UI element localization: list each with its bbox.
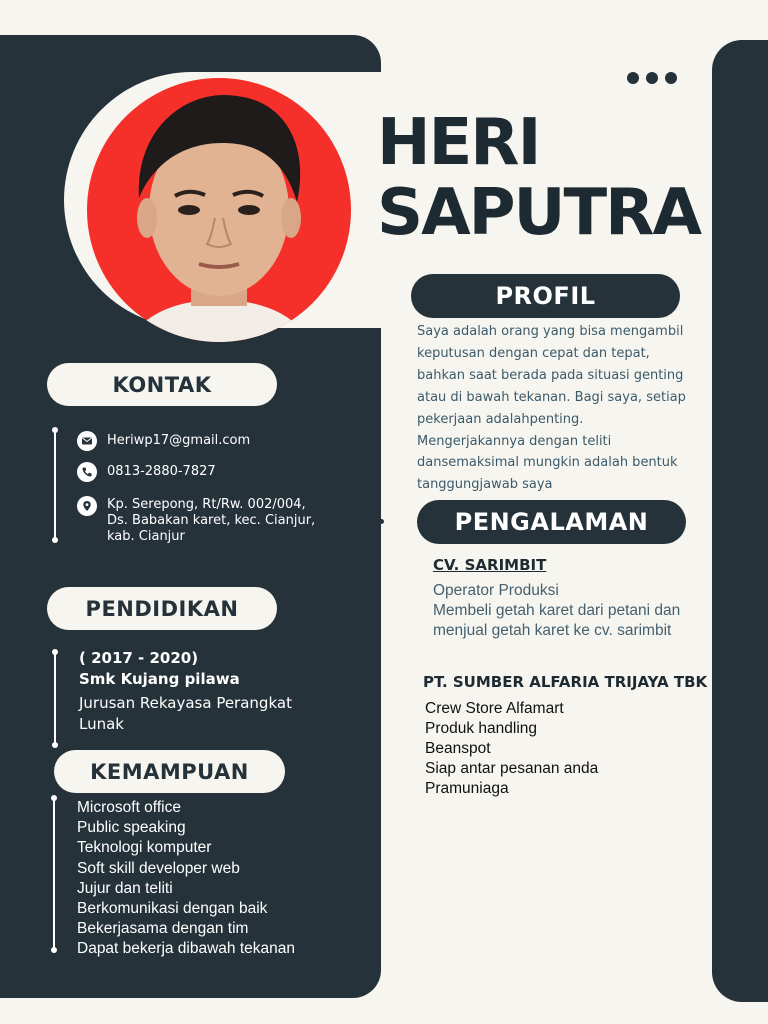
list-item: Public speaking (77, 819, 186, 837)
education-major: Jurusan Rekayasa Perangkat Lunak (79, 694, 292, 733)
experience-role-1: Operator Produksi (433, 582, 559, 599)
pengalaman-heading: PENGALAMAN (417, 500, 686, 544)
experience-details-1 (433, 581, 703, 641)
name-first: HERI (377, 106, 540, 180)
right-decorative-bar (712, 40, 768, 1002)
phone-icon (77, 462, 97, 482)
list-item: Teknologi komputer (77, 839, 212, 857)
contact-timeline (54, 430, 56, 540)
contact-email (77, 431, 250, 451)
education-school: Smk Kujang pilawa (79, 670, 240, 688)
experience-items-2 (425, 699, 598, 799)
education-years: ( 2017 - 2020) (79, 649, 199, 667)
skills-list (77, 798, 295, 960)
education-timeline (54, 652, 56, 745)
email-text: Heriwp17@gmail.com (107, 433, 251, 448)
candidate-name (377, 108, 700, 248)
contact-address (77, 496, 315, 545)
list-item: Berkomunikasi dengan baik (77, 900, 268, 918)
name-last: SAPUTRA (377, 176, 700, 250)
pendidikan-heading: PENDIDIKAN (47, 587, 277, 630)
kemampuan-heading: KEMAMPUAN (54, 750, 285, 793)
list-item: Pramuniaga (425, 780, 509, 797)
list-item: Siap antar pesanan anda (425, 760, 599, 777)
list-item: Produk handling (425, 720, 538, 737)
address-text: Kp. Serepong, Rt/Rw. 002/004, Ds. Babakan karet, kec. Cianjur, kab. Cianjur (107, 497, 316, 544)
email-icon (77, 431, 97, 451)
list-item: Jujur dan teliti (77, 879, 173, 897)
divider-dot (379, 519, 384, 524)
profile-photo (87, 78, 351, 342)
list-item: Microsoft office (77, 799, 181, 816)
experience-description-1: Membeli getah karet dari petani dan menjual getah karet ke cv. sarimbit (433, 602, 681, 639)
profil-heading: PROFIL (411, 274, 680, 318)
list-item: Beanspot (425, 740, 491, 757)
experience-company-1: CV. SARIMBIT (433, 556, 547, 574)
location-pin-icon (77, 496, 97, 516)
list-item: Bekerjasama dengan tim (77, 920, 249, 938)
phone-text: 0813-2880-7827 (107, 464, 216, 479)
profile-text: Saya adalah orang yang bisa mengambil keputusan dengan cepat dan tepat, bahkan saat berada pada situasi genting atau di bawah tekanan. Bagi saya, setiap pekerjaan adalahpenting. Mengerjakannya dengan teliti dansemaksimal mungkin adalah bentuk tanggungjawab saya (417, 324, 686, 493)
list-item: Dapat bekerja dibawah tekanan (77, 940, 296, 958)
more-dots-icon (627, 72, 677, 84)
list-item: Soft skill developer web (77, 859, 240, 877)
skills-timeline (53, 798, 55, 950)
contact-phone (77, 462, 216, 482)
list-item: Crew Store Alfamart (425, 700, 564, 717)
kontak-heading: KONTAK (47, 363, 277, 406)
experience-company-2: PT. SUMBER ALFARIA TRIJAYA TBK (423, 673, 708, 691)
